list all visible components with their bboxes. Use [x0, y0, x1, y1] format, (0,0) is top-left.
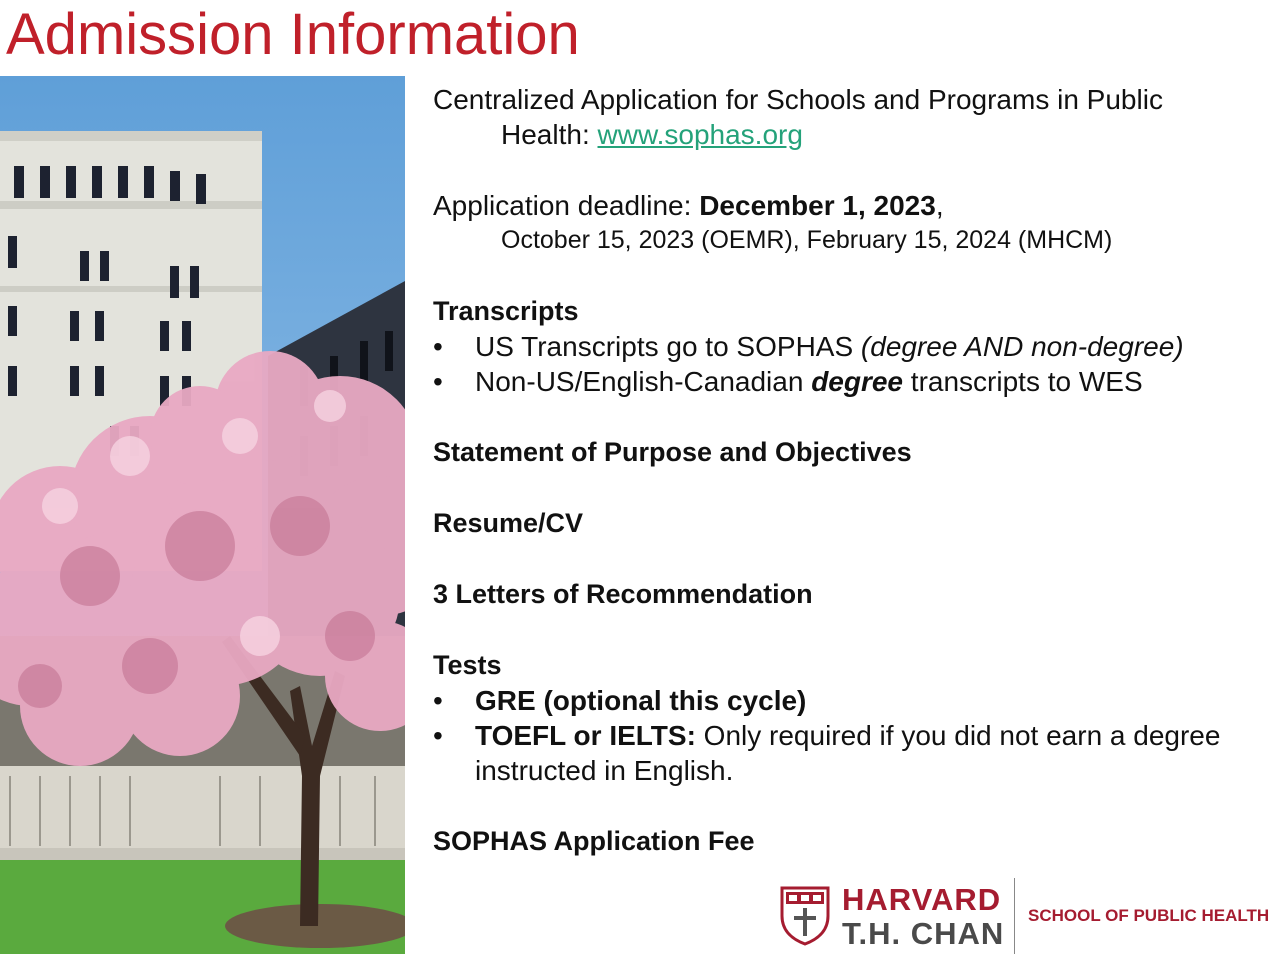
deadline-line	[433, 188, 1278, 223]
resume-heading: Resume/CV	[433, 508, 584, 538]
letters-heading: 3 Letters of Recommendation	[433, 579, 813, 609]
logo-harvard: HARVARD	[842, 882, 1002, 917]
bullet-post: transcripts to WES	[903, 366, 1143, 397]
campus-photo	[0, 76, 405, 954]
application-line-1: Centralized Application for Schools and Programs in Public	[433, 84, 1163, 115]
application-prefix: Health:	[501, 119, 598, 150]
logo-school-name: SCHOOL OF PUBLIC HEALTH	[1028, 906, 1270, 925]
fee-heading: SOPHAS Application Fee	[433, 826, 755, 856]
tests-heading: Tests	[433, 650, 502, 680]
logo-th-chan: T.H. CHAN	[842, 916, 1005, 951]
bullet-dot: •	[433, 331, 443, 362]
bullet-dot: •	[433, 366, 443, 397]
bullet-bold-italic: degree	[811, 366, 904, 397]
tests-bullet-2	[433, 718, 1278, 788]
transcripts-heading: Transcripts	[433, 296, 579, 326]
logo-divider	[1014, 878, 1015, 954]
transcripts-bullet-1	[433, 329, 1278, 364]
bullet-text-continued: instructed in English.	[475, 755, 734, 786]
deadline-date: December 1, 2023	[699, 190, 936, 221]
deadline-label: Application deadline:	[433, 190, 700, 221]
harvard-shield-icon	[780, 886, 830, 946]
bullet-pre: Non-US/English-Canadian	[475, 366, 812, 397]
bullet-bold: GRE (optional this cycle)	[475, 685, 807, 716]
bullet-dot: •	[433, 720, 443, 751]
sophas-link[interactable]: www.sophas.org	[597, 119, 803, 150]
deadline-other-dates: October 15, 2023 (OEMR), February 15, 2024 (MHCM)	[501, 226, 1113, 254]
harvard-chan-logo	[780, 876, 1280, 954]
slide-title: Admission Information	[6, 2, 580, 67]
bullet-dot: •	[433, 685, 443, 716]
bullet-text: US Transcripts go to SOPHAS	[475, 331, 861, 362]
bullet-text: Only required if you did not earn a degree	[695, 720, 1221, 751]
slide-content	[433, 82, 1278, 859]
deadline-comma: ,	[935, 190, 944, 221]
bullet-bold: TOEFL or IELTS:	[475, 720, 696, 751]
tests-bullet-1	[433, 683, 1278, 718]
transcripts-bullet-2	[433, 364, 1278, 399]
statement-heading: Statement of Purpose and Objectives	[433, 437, 912, 467]
bullet-italic: (degree AND non-degree)	[860, 331, 1184, 362]
application-line-2	[433, 117, 1278, 152]
